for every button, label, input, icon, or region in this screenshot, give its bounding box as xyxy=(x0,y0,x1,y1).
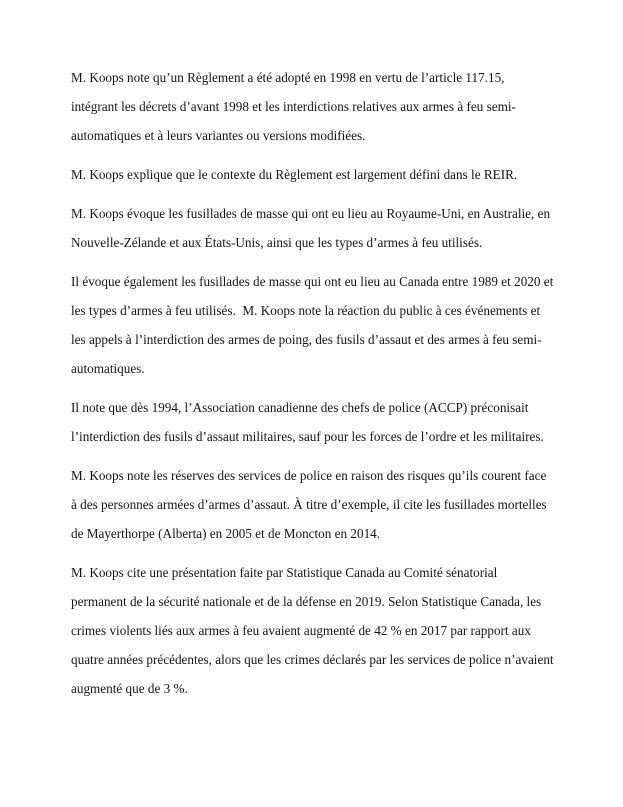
text-line: automatiques. xyxy=(71,361,145,376)
text-line: Il évoque également les fusillades de masse qui ont eu lieu au Canada entre 1989 et 2020 et xyxy=(71,274,554,289)
text-line: crimes violents liés aux armes à feu avaient augmenté de 42 % en 2017 par rapport aux xyxy=(71,623,531,638)
paragraph-statistique-canada xyxy=(71,558,583,703)
paragraph-reglement-1998 xyxy=(71,63,583,150)
text-line: quatre années précédentes, alors que les crimes déclarés par les services de police n’avaient xyxy=(71,652,554,667)
paragraph-contexte-reir xyxy=(71,160,583,189)
text-line: l’interdiction des fusils d’assaut militaires, sauf pour les forces de l’ordre et les militaires. xyxy=(71,429,544,444)
text-line: M. Koops explique que le contexte du Règlement est largement défini dans le REIR. xyxy=(71,167,518,182)
text-line: M. Koops évoque les fusillades de masse qui ont eu lieu au Royaume-Uni, en Australie, en xyxy=(71,206,551,221)
text-line: intégrant les décrets d’avant 1998 et les interdictions relatives aux armes à feu semi- xyxy=(71,99,516,114)
text-line: Il note que dès 1994, l’Association canadienne des chefs de police (ACCP) préconisait xyxy=(71,400,529,415)
text-line: Nouvelle-Zélande et aux États-Unis, ainsi que les types d’armes à feu utilisés. xyxy=(71,235,483,250)
text-line: augmenté que de 3 %. xyxy=(71,681,188,696)
paragraph-fusillades-internationales xyxy=(71,199,583,257)
text-line: M. Koops note qu’un Règlement a été adopté en 1998 en vertu de l’article 117.15, xyxy=(71,70,505,85)
text-line: à des personnes armées d’armes d’assaut. À titre d’exemple, il cite les fusillades mortelles xyxy=(71,497,547,512)
paragraph-accp-1994 xyxy=(71,393,583,451)
text-line: M. Koops note les réserves des services de police en raison des risques qu’ils courent face xyxy=(71,468,547,483)
text-line: les types d’armes à feu utilisés. M. Koops note la réaction du public à ces événements et xyxy=(71,303,541,318)
text-line: de Mayerthorpe (Alberta) en 2005 et de Moncton en 2014. xyxy=(71,526,381,541)
text-line: permanent de la sécurité nationale et de la défense en 2019. Selon Statistique Canada, les xyxy=(71,594,542,609)
paragraph-fusillades-canada xyxy=(71,267,583,383)
text-line: les appels à l’interdiction des armes de poing, des fusils d’assaut et des armes à feu semi- xyxy=(71,332,542,347)
text-line: automatiques et à leurs variantes ou versions modifiées. xyxy=(71,128,366,143)
text-line: M. Koops cite une présentation faite par Statistique Canada au Comité sénatorial xyxy=(71,565,498,580)
paragraph-reserves-police xyxy=(71,461,583,548)
